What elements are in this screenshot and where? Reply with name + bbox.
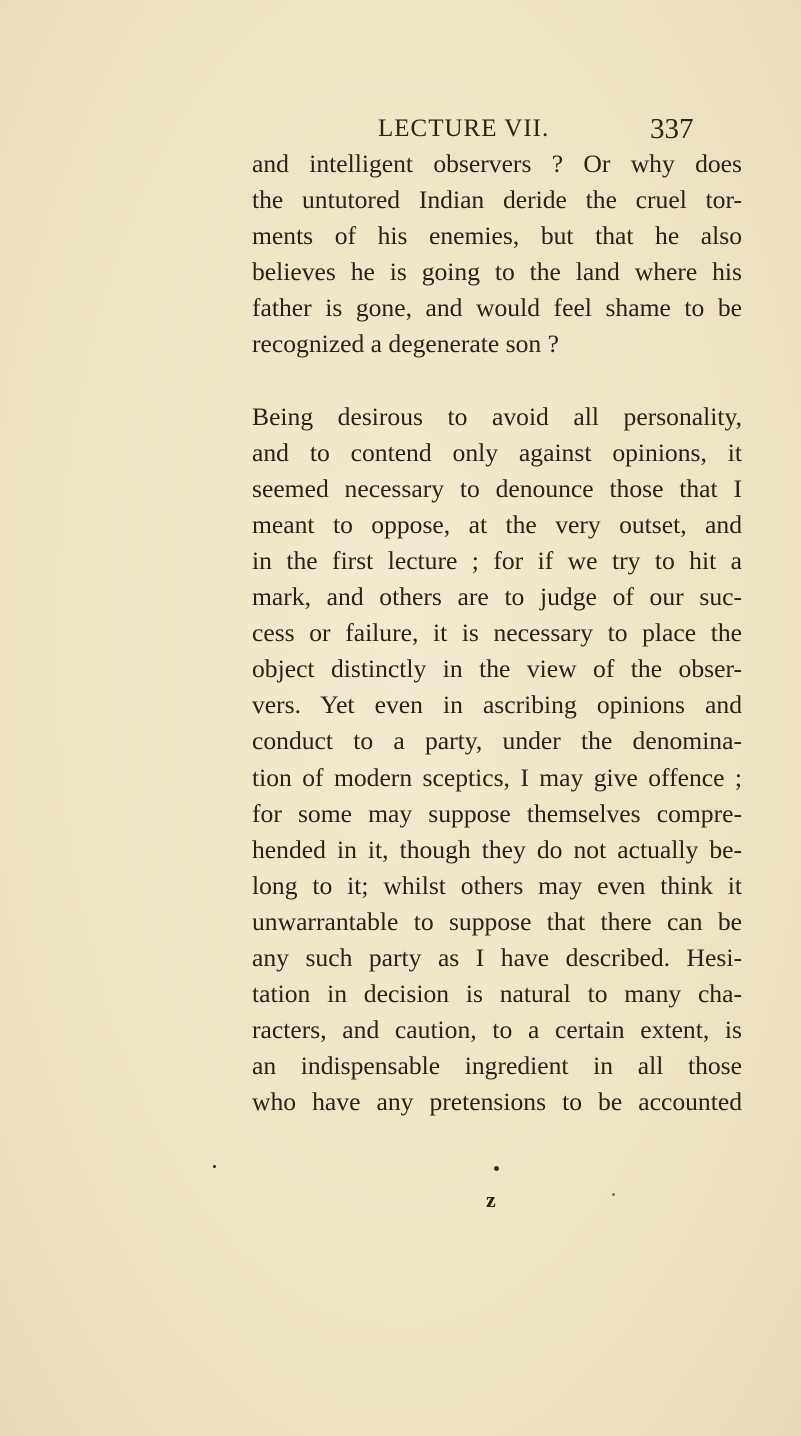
text-line: for some may suppose themselves compre-: [252, 798, 742, 828]
text-line: hended in it, though they do not actually be-: [252, 834, 742, 864]
text-line: believes he is going to the land where his: [252, 257, 742, 287]
text-line: mark, and others are to judge of our suc-: [252, 582, 742, 612]
text-line: recognized a degenerate son ?: [252, 329, 559, 359]
paper-speck: [213, 1165, 216, 1168]
paper-speck: [612, 1193, 615, 1196]
text-line: tion of modern sceptics, I may give offence ;: [252, 762, 742, 792]
text-line: and intelligent observers ? Or why does: [252, 149, 742, 178]
paragraph-gap: [252, 363, 742, 399]
body-text: [252, 146, 742, 1120]
text-line: conduct to a party, under the denomina-: [252, 726, 742, 756]
text-line: Being desirous to avoid all personality,: [252, 401, 742, 431]
signature-mark: z: [486, 1187, 496, 1212]
paragraph-1: [252, 146, 742, 363]
text-line: and to contend only against opinions, it: [252, 437, 742, 467]
text-line: unwarrantable to suppose that there can be: [252, 906, 742, 936]
text-line: the untutored Indian deride the cruel tor-: [252, 185, 742, 215]
text-line: long to it; whilst others may even think it: [252, 870, 742, 900]
text-line: meant to oppose, at the very outset, and: [252, 509, 742, 539]
text-line: in the first lecture ; for if we try to hit a: [252, 545, 742, 575]
text-line: racters, and caution, to a certain extent, is: [252, 1015, 742, 1045]
text-line: an indispensable ingredient in all those: [252, 1051, 742, 1081]
page-number: 337: [650, 113, 694, 145]
text-line: seemed necessary to denounce those that I: [252, 473, 742, 503]
text-line: any such party as I have described. Hesi-: [252, 942, 742, 972]
text-line: father is gone, and would feel shame to be: [252, 293, 742, 323]
paragraph-2: [252, 399, 742, 1121]
text-line: cess or failure, it is necessary to place the: [252, 618, 742, 648]
text-line: who have any pretensions to be accounted: [252, 1087, 742, 1117]
running-head: LECTURE VII.: [378, 115, 550, 142]
text-line: tation in decision is natural to many cha-: [252, 979, 742, 1009]
text-line: vers. Yet even in ascribing opinions and: [252, 690, 742, 720]
paper-speck: [494, 1166, 499, 1171]
text-line: ments of his enemies, but that he also: [252, 221, 742, 251]
text-line: object distinctly in the view of the obser-: [252, 654, 742, 684]
